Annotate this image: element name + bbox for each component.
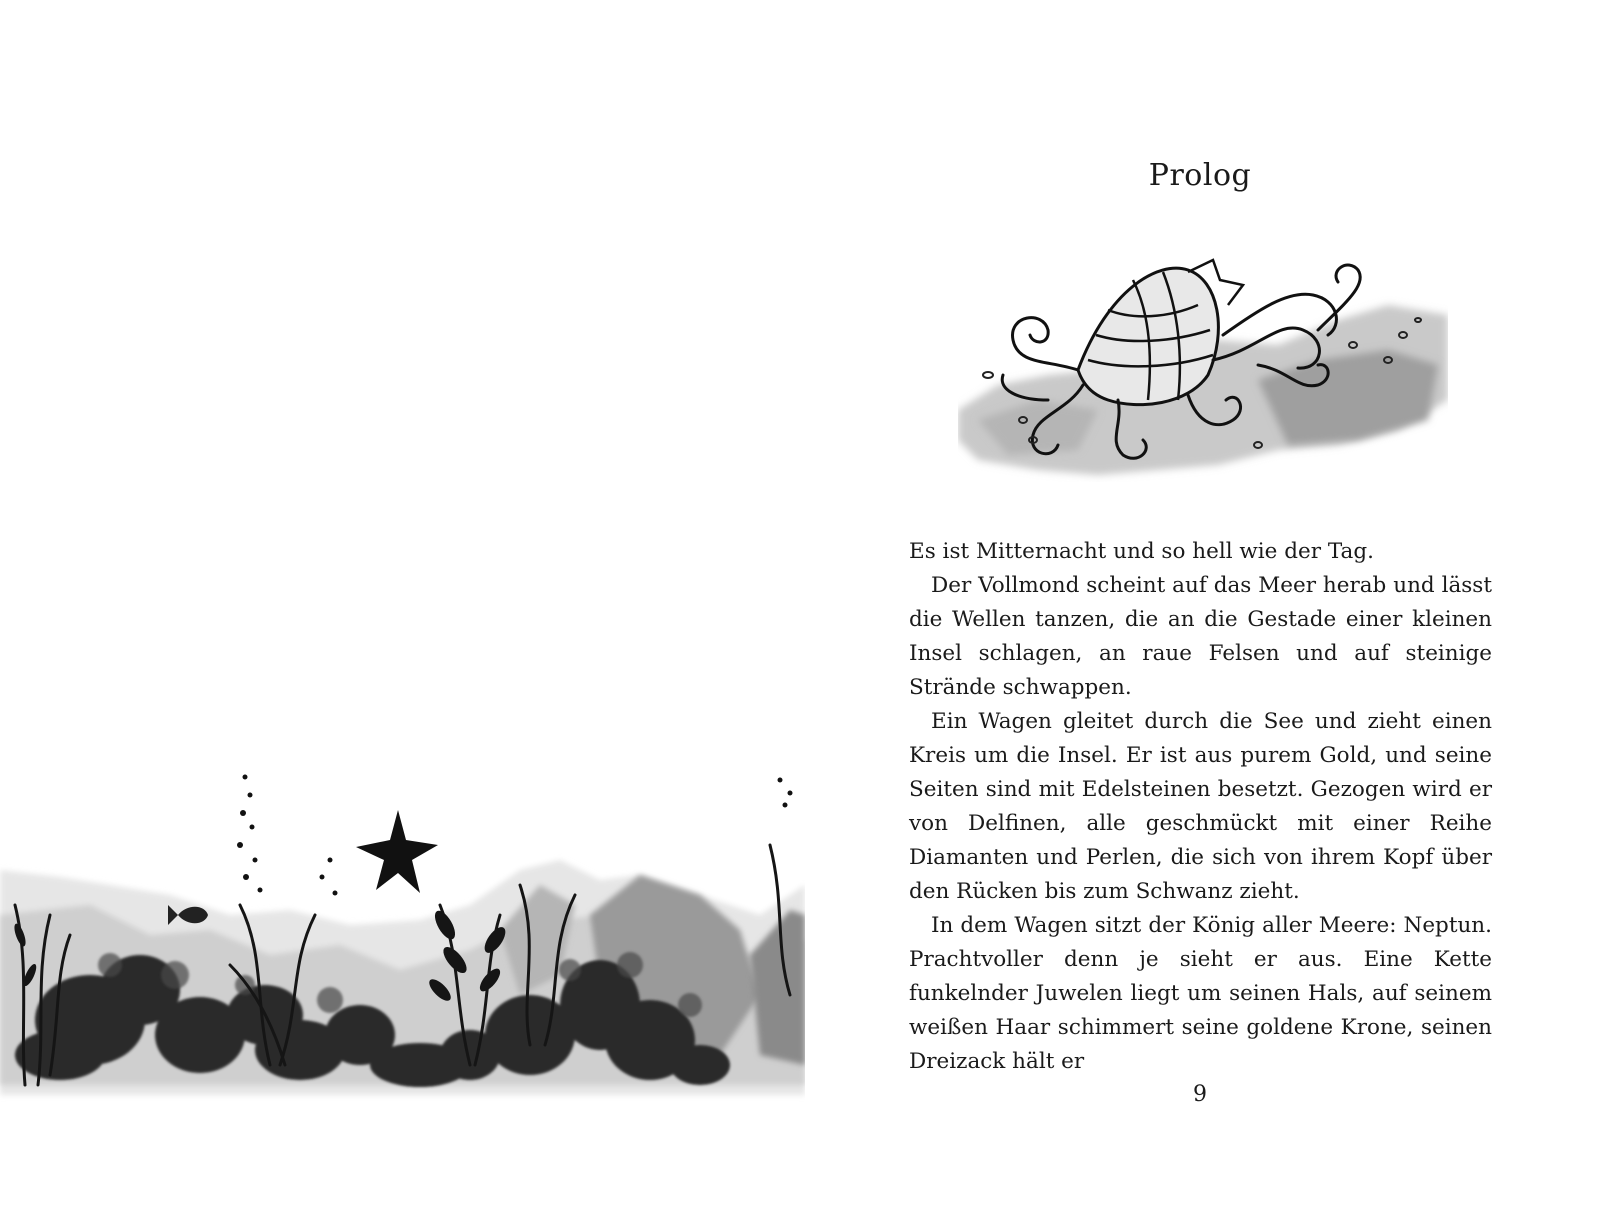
seabed-illustration — [0, 765, 805, 1130]
page-number: 9 — [1193, 1082, 1207, 1107]
paragraph: Ein Wagen gleitet durch die See und zieht einen Kreis um die Insel. Er ist aus purem Gold, und seine Seiten sind mit Edelsteinen besetzt. Gezogen wird er von Delfinen, alle geschmückt mit einer Reihe Diamanten und Perlen, die sich von ihrem Kopf über den Rücken bis zum Schwanz zieht. — [909, 709, 1492, 904]
right-page — [800, 0, 1600, 1228]
paragraph: Es ist Mitternacht und so hell wie der Tag. — [909, 539, 1374, 564]
prologue-text — [909, 535, 1492, 1079]
shell-illustration — [958, 250, 1448, 482]
paragraph: Der Vollmond scheint auf das Meer herab und lässt die Wellen tanzen, die an die Gestade einer kleinen Insel schlagen, an raue Felsen und auf steinige Strände schwappen. — [909, 573, 1492, 700]
paragraph: In dem Wagen sitzt der König aller Meere: Neptun. Prachtvoller denn je sieht er aus. Eine Kette funkelnder Juwelen liegt um seinen Hals, auf seinem weißen Haar schimmert seine goldene Krone, seinen Dreizack hält er — [909, 913, 1492, 1074]
chapter-title: Prolog — [1148, 158, 1252, 193]
